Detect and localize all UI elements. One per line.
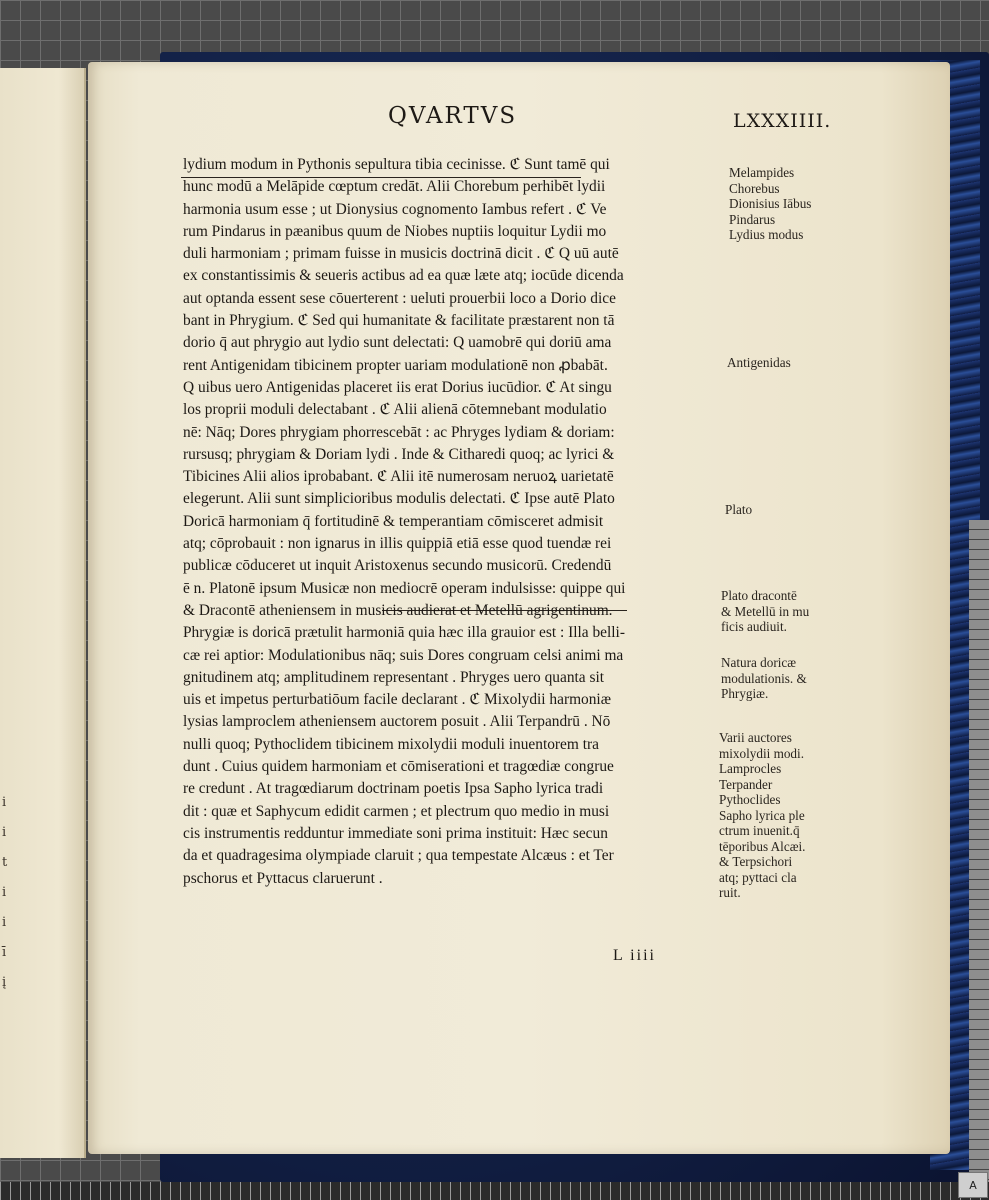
text-line: bant in Phrygium. ℭ Sed qui humanitate & facilitate præstarent non tā — [183, 312, 615, 330]
text-line: rent Antigenidam tibicinem propter uariam modulationē non ꝓbabāt. — [183, 356, 608, 374]
running-head: QVARTVS — [388, 103, 518, 129]
text-line: da et quadragesima olympiade claruit ; qua tempestate Alcæus : et Ter — [183, 847, 614, 865]
text-line: nē: Nāq; Dores phrygiam phorrescebāt : ac Phryges lydiam & doriam: — [183, 423, 615, 441]
marginal-note: & Terpsichori — [719, 854, 793, 869]
left-mark: i — [2, 795, 7, 810]
marginal-note-group — [729, 165, 811, 243]
text-line: re credunt . At tragœdiarum doctrinam poetis Ipsa Sapho lyrica tradi — [183, 780, 604, 798]
text-line: aut optanda essent sese cōuerterent : ueluti prouerbii loco a Dorio dice — [183, 289, 616, 307]
text-line: Tibicines Alii alios iprobabant. ℭ Alii itē numerosam neruoꝝ uarietatē — [183, 468, 614, 486]
marginal-note: Plato dracontē — [721, 588, 797, 603]
text-line: lysias lamproclem atheniensem auctorem posuit . Alii Terpandrū . Nō — [183, 713, 611, 731]
marginal-note: Pythoclides — [719, 792, 781, 807]
left-mark: ī — [2, 945, 7, 960]
signature-mark: L iiii — [613, 947, 656, 964]
left-mark: t — [2, 855, 8, 870]
marginal-note: ficis audiuit. — [721, 619, 787, 634]
marginal-note: Natura doricæ — [721, 655, 797, 670]
marginal-note: Melampides — [729, 165, 795, 180]
text-line: Phrygiæ is doricā prætulit harmoniā quia hæc illa grauior est : Illa belli- — [183, 624, 625, 642]
left-page — [0, 68, 86, 1158]
body-text — [183, 154, 718, 890]
measuring-ruler-vertical — [969, 520, 989, 1200]
text-line: los proprii moduli delectabant . ℭ Alii alienā cōtemnebant modulatio — [183, 401, 607, 419]
marginal-note-group — [719, 730, 805, 901]
measuring-ruler-horizontal — [0, 1182, 989, 1200]
text-line: harmonia usum esse ; ut Dionysius cognomento Iambus refert . ℭ Ve — [183, 200, 607, 218]
left-mark: i — [2, 915, 7, 930]
marginal-note: Dionisius Iābus — [729, 196, 812, 211]
text-line: dorio q̄ aut phrygio aut lydio sunt delectati: Q uamobrē qui doriū ama — [183, 334, 612, 352]
text-line: pschorus et Pyttacus claruerunt . — [183, 869, 383, 887]
marginal-note: mixolydii modi. — [719, 745, 804, 761]
text-line: cæ rei aptior: Modulationibus nāq; suis Dores congruam celsi animi ma — [183, 646, 624, 664]
marginal-note: Antigenidas — [727, 355, 791, 370]
marginal-note: Varii auctores — [719, 730, 792, 745]
marginal-note: ruit. — [719, 885, 741, 900]
text-line: ex constantissimis & seueris actibus ad ea quæ læte atq; iocūde dicenda — [183, 267, 624, 285]
text-line: nulli quoq; Pythoclidem tibicinem mixolydii moduli inuentorem tra — [183, 735, 599, 753]
marginal-note: Sapho lyrica ple — [719, 807, 805, 823]
marginal-note-group — [725, 502, 752, 518]
text-line: & Dracontē atheniensem in musicis audierat et Metellū agrigentinum. — [183, 601, 613, 619]
text-line: rursusq; phrygiam & Doriam lydi . Inde & Citharedi quoq; ac lyrici & — [183, 445, 615, 463]
text-line: uis et impetus perturbatiōum facile declarant . ℭ Mixolydii harmoniæ — [183, 691, 611, 709]
marginal-note: Phrygiæ. — [721, 686, 769, 701]
marginal-note: Plato — [725, 502, 753, 517]
marginal-note: & Metellū in mu — [721, 603, 810, 619]
left-mark: i — [2, 885, 7, 900]
text-line: atq; cōprobauit : non ignarus in illis quippiā etiā esse quod tuendæ rei — [183, 535, 612, 553]
text-line: lydium modum in Pythonis sepultura tibia cecinisse. ℭ Sunt tamē qui — [183, 156, 610, 173]
marginal-note: Lydius modus — [729, 227, 804, 242]
folio-number: LXXXIIII. — [733, 110, 832, 132]
left-mark: į — [2, 975, 7, 990]
left-page-marks — [2, 788, 16, 998]
marginal-note: tēporibus Alcæi. — [719, 838, 806, 854]
marginal-note-group — [721, 655, 807, 702]
marginal-note-group — [727, 355, 791, 371]
text-line: publicæ cōduceret ut inquit Aristoxenus secundo musicorū. Credendū — [183, 557, 612, 575]
text-line: gnitudinem atq; amplitudinem representant . Phryges uero quanta sit — [183, 668, 605, 686]
marginal-note: Terpander — [719, 776, 773, 792]
marginal-note: Pindarus — [729, 211, 776, 227]
text-line: ē n. Platonē ipsum Musicæ non mediocrē operam indulsisse: quippe qui — [183, 579, 626, 597]
marginal-note-group — [721, 588, 809, 635]
marginal-note: atq; pyttaci cla — [719, 869, 797, 885]
text-line: hunc modū a Melāpide cœptum credāt. Alii Chorebum perhibēt lydii — [183, 178, 606, 196]
text-line: Doricā harmoniam q̄ fortitudinē & temperantiam cōmisceret admisit — [183, 512, 604, 530]
text-line: duli harmoniam ; primam fuisse in musicis doctrinā dicit . ℭ Q uū autē — [183, 245, 619, 263]
ruler-corner-label: A — [958, 1172, 988, 1198]
text-line: elegerunt. Alii sunt simplicioribus modulis delectati. ℭ Ipse autē Plato — [183, 490, 615, 508]
marginal-note: ctrum inuenit.q̄ — [719, 823, 800, 838]
text-line: rum Pindarus in pæanibus quum de Niobes nuptiis loquitur Lydii mo — [183, 222, 607, 240]
marginal-note: Chorebus — [729, 180, 780, 196]
text-line: dunt . Cuius quidem harmoniam et cōmiserationi et tragœdiæ congrue — [183, 758, 614, 776]
text-line: Q uibus uero Antigenidas placeret iis erat Dorius iucūdior. ℭ At singu — [183, 378, 612, 396]
left-mark: i — [2, 825, 7, 840]
text-line: cis instrumentis redduntur immediate soni prima instituit: Hæc secun — [183, 824, 608, 842]
text-line: dit : quæ et Saphycum edidit carmen ; et plectrum quo medio in musi — [183, 802, 610, 820]
marginal-note: Lamprocles — [719, 761, 782, 776]
marginal-note: modulationis. & — [721, 670, 807, 686]
